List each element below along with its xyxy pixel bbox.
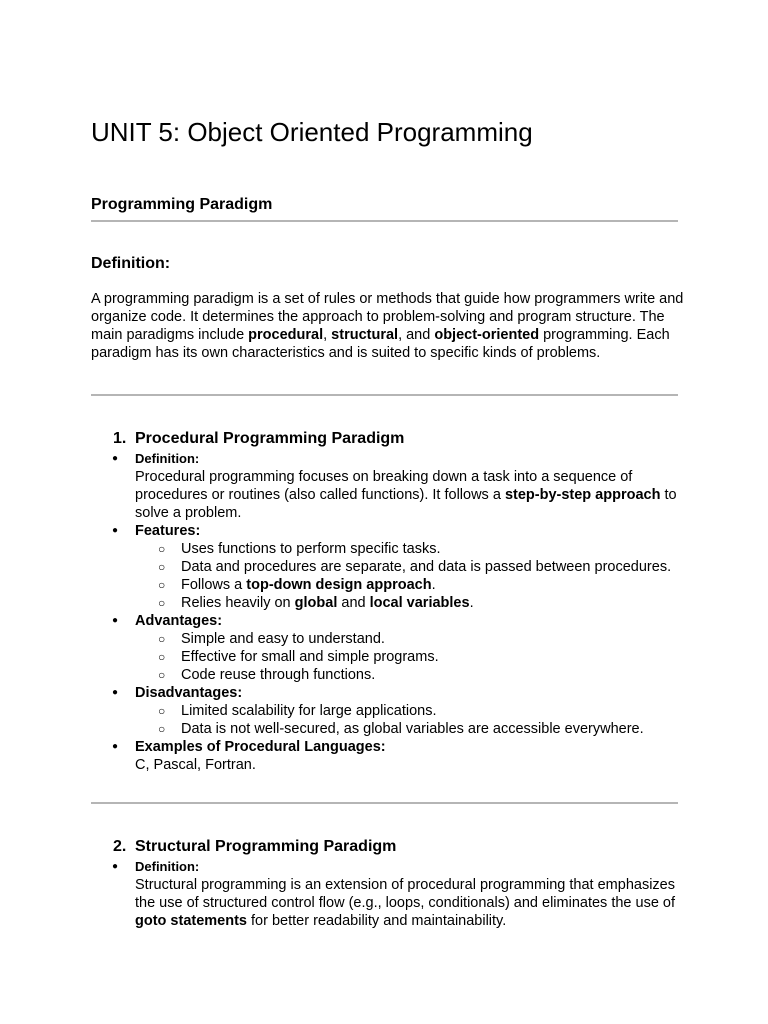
feature-text: and — [337, 595, 370, 611]
list-item — [91, 858, 678, 930]
sub-list-item: ○ Data is not well-secured, as global variables are accessible everywhere. — [91, 720, 678, 738]
definition-text: Structural programming is an extension of procedural programming that emphasizes the use of structured control flow (e.g., loops, conditionals) and eliminates the use of — [135, 877, 676, 911]
list-item — [91, 612, 678, 630]
section-heading-text: Structural Programming Paradigm — [135, 838, 397, 855]
divider — [91, 802, 678, 804]
intro-paragraph — [91, 290, 686, 362]
list-item — [91, 522, 678, 540]
bullet-label: Examples of Procedural Languages: — [135, 739, 386, 755]
definition-heading: Definition: — [91, 255, 171, 272]
definition-bold: goto statements — [135, 913, 247, 929]
bullet-label: Disadvantages: — [135, 685, 243, 701]
page-title: UNIT 5: Object Oriented Programming — [91, 117, 533, 147]
definition-text: to solve a problem. — [135, 487, 677, 521]
section-number: 2. — [113, 838, 127, 855]
sub-list-item — [91, 594, 678, 612]
intro-text: A programming paradigm is a set of rules or methods that guide how programmers write and organize code. It determines the approach to problem-solving and program structure. The main paradigms include — [91, 291, 684, 343]
list-item — [91, 684, 678, 702]
sub-list-item — [91, 540, 678, 558]
structural-heading — [91, 836, 678, 858]
feature-text: Data and procedures are separate, and data is passed between procedures. — [181, 559, 672, 575]
feature-text: . — [431, 577, 436, 593]
intro-sep: , and — [398, 327, 435, 343]
divider — [91, 220, 678, 222]
feature-text: Follows a — [181, 577, 247, 593]
sub-list-item: ○ Code reuse through functions. — [91, 666, 678, 684]
feature-text: Uses functions to perform specific tasks. — [181, 541, 441, 557]
structural-section — [91, 836, 678, 930]
section-heading-text: Procedural Programming Paradigm — [135, 430, 405, 447]
definition-bold: step-by-step approach — [504, 487, 661, 503]
procedural-section — [91, 428, 678, 774]
definition-text: for better readability and maintainability. — [247, 913, 507, 929]
intro-bold-object-oriented: object-oriented — [434, 327, 540, 343]
intro-text: programming. Each paradigm has its own characteristics and is suited to specific kinds of problems. — [91, 327, 670, 361]
sub-list-item: ○ Limited scalability for large applications. — [91, 702, 678, 720]
sub-list-item — [91, 576, 678, 594]
intro-bold-structural: structural — [331, 327, 399, 343]
section-subtitle: Programming Paradigm — [91, 196, 273, 213]
examples-text: C, Pascal, Fortran. — [135, 757, 256, 773]
intro-sep: , — [323, 327, 332, 343]
sub-list-item — [91, 558, 678, 576]
bullet-label: Advantages: — [135, 613, 223, 629]
sub-list-item: ○ Simple and easy to understand. — [91, 630, 678, 648]
bullet-label: Definition: — [135, 451, 200, 466]
feature-bold: top-down design approach — [246, 577, 432, 593]
definition-text: Procedural programming focuses on breaking down a task into a sequence of procedures or routines (also called functions). It follows a — [135, 469, 633, 503]
feature-text: . — [469, 595, 474, 611]
sub-list-item: ○ Effective for small and simple programs. — [91, 648, 678, 666]
section-number: 1. — [113, 430, 127, 447]
procedural-heading — [91, 428, 678, 450]
list-item — [91, 450, 678, 522]
feature-bold: global — [294, 595, 338, 611]
bullet-label: Features: — [135, 523, 201, 539]
divider — [91, 394, 678, 396]
intro-bold-procedural: procedural — [248, 327, 324, 343]
feature-text: Relies heavily on — [181, 595, 295, 611]
list-item — [91, 738, 678, 774]
feature-bold: local variables — [369, 595, 470, 611]
bullet-label: Definition: — [135, 859, 200, 874]
